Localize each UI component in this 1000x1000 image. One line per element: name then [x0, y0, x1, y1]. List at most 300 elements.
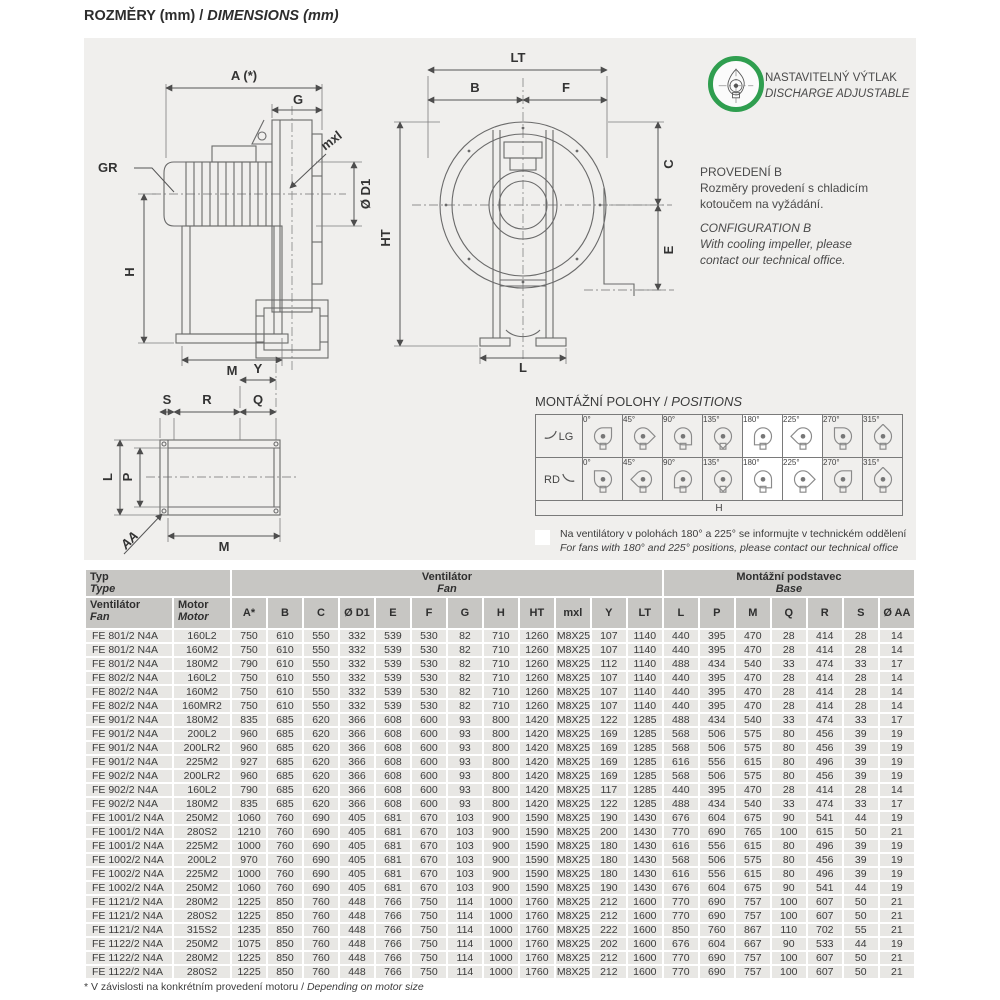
dim-value-cell: M8X25 [556, 812, 590, 824]
dim-value-cell: 867 [736, 924, 770, 936]
motor-cell: 160M2 [174, 644, 230, 656]
dim-value-cell: 366 [340, 742, 374, 754]
dim-value-cell: 1210 [232, 826, 266, 838]
dim-value-cell: 760 [304, 952, 338, 964]
dim-value-cell: 770 [664, 952, 698, 964]
dim-value-cell: 440 [664, 784, 698, 796]
dim-value-cell: 434 [700, 714, 734, 726]
dim-value-cell: 506 [700, 728, 734, 740]
group-type-cz: Typ [90, 571, 109, 583]
dim-value-cell: 750 [412, 952, 446, 964]
dim-value-cell: 750 [412, 938, 446, 950]
dim-value-cell: 33 [772, 714, 806, 726]
dim-value-cell: 568 [664, 770, 698, 782]
dim-value-cell: 607 [808, 966, 842, 978]
dim-value-cell: 568 [664, 742, 698, 754]
fan-type-cell: FE 801/2 N4A [86, 658, 172, 670]
dim-value-cell: 103 [448, 826, 482, 838]
dim-value-cell: 1260 [520, 686, 554, 698]
dim-value-cell: 568 [664, 854, 698, 866]
column-header: A* [232, 598, 266, 628]
dim-value-cell: 685 [268, 784, 302, 796]
dim-value-cell: 80 [772, 756, 806, 768]
table-row [86, 910, 914, 922]
dim-value-cell: 103 [448, 882, 482, 894]
dim-value-cell: 28 [844, 644, 878, 656]
fan-front-view-drawing [376, 38, 686, 373]
table-row [86, 966, 914, 978]
dim-value-cell: 1140 [628, 672, 662, 684]
dim-value-cell: 434 [700, 658, 734, 670]
fan-position-icon [869, 424, 897, 451]
table-row [86, 826, 914, 838]
dim-value-cell: 21 [880, 896, 914, 908]
dim-value-cell: 608 [376, 770, 410, 782]
dim-value-cell: 395 [700, 644, 734, 656]
base-view-geometry [160, 440, 280, 515]
motor-cell: 160MR2 [174, 700, 230, 712]
dim-value-cell: 14 [880, 700, 914, 712]
position-angle-label: 45° [623, 458, 636, 467]
dim-value-cell: 82 [448, 686, 482, 698]
dim-value-cell: 103 [448, 812, 482, 824]
dim-label-mxl: mxl [317, 127, 345, 154]
fan-type-cell: FE 1122/2 N4A [86, 952, 172, 964]
dim-value-cell: 448 [340, 910, 374, 922]
dim-value-cell: 1000 [484, 896, 518, 908]
dim-value-cell: 169 [592, 742, 626, 754]
dim-value-cell: 750 [412, 966, 446, 978]
column-header: Ø AA [880, 598, 914, 628]
dim-value-cell: M8X25 [556, 882, 590, 894]
motor-cell: 200L2 [174, 728, 230, 740]
dim-value-cell: 28 [772, 644, 806, 656]
column-header: S [844, 598, 878, 628]
dim-value-cell: 448 [340, 924, 374, 936]
dim-value-cell: 456 [808, 728, 842, 740]
dim-value-cell: 760 [268, 854, 302, 866]
dim-value-cell: 1600 [628, 924, 662, 936]
dim-label-r: R [202, 392, 212, 407]
dim-value-cell: 180 [592, 854, 626, 866]
configuration-body-en-1: With cooling impeller, please [700, 237, 852, 251]
table-row [86, 714, 914, 726]
dim-value-cell: 19 [880, 854, 914, 866]
dim-value-cell: 114 [448, 938, 482, 950]
dim-value-cell: 800 [484, 742, 518, 754]
dim-value-cell: 14 [880, 784, 914, 796]
column-header: H [484, 598, 518, 628]
dim-value-cell: 44 [844, 812, 878, 824]
dim-value-cell: 1760 [520, 910, 554, 922]
dim-value-cell: 103 [448, 868, 482, 880]
motor-cell: 180M2 [174, 798, 230, 810]
table-row [86, 672, 914, 684]
dim-value-cell: 169 [592, 728, 626, 740]
dim-value-cell: M8X25 [556, 840, 590, 852]
dim-value-cell: 760 [304, 924, 338, 936]
dim-value-cell: 366 [340, 770, 374, 782]
fan-type-cell: FE 902/2 N4A [86, 784, 172, 796]
dim-value-cell: 1760 [520, 952, 554, 964]
dim-label-s: S [162, 392, 172, 407]
dim-value-cell: 685 [268, 798, 302, 810]
fan-position-icon [789, 467, 817, 494]
dim-value-cell: 117 [592, 784, 626, 796]
dim-value-cell: 800 [484, 714, 518, 726]
fan-type-cell: FE 802/2 N4A [86, 672, 172, 684]
dim-value-cell: 19 [880, 840, 914, 852]
positions-row [536, 458, 903, 501]
dim-value-cell: 39 [844, 742, 878, 754]
dim-value-cell: 608 [376, 756, 410, 768]
dim-value-cell: 440 [664, 686, 698, 698]
dim-value-cell: 474 [808, 714, 842, 726]
dim-value-cell: 757 [736, 952, 770, 964]
positions-note [535, 528, 906, 555]
column-header: HT [520, 598, 554, 628]
dim-value-cell: 366 [340, 728, 374, 740]
table-row [86, 784, 914, 796]
dim-value-cell: 1285 [628, 756, 662, 768]
dim-value-cell: 366 [340, 714, 374, 726]
fan-type-cell: FE 1002/2 N4A [86, 868, 172, 880]
dim-value-cell: M8X25 [556, 966, 590, 978]
dim-value-cell: 800 [484, 756, 518, 768]
table-row [86, 756, 914, 768]
configuration-title-en: CONFIGURATION B [700, 221, 812, 235]
dim-value-cell: 620 [304, 728, 338, 740]
dim-value-cell: M8X25 [556, 714, 590, 726]
dim-value-cell: 710 [484, 672, 518, 684]
dim-value-cell: 676 [664, 882, 698, 894]
dim-value-cell: 1260 [520, 644, 554, 656]
table-row [86, 770, 914, 782]
dim-label-base-l: L [100, 473, 115, 481]
dim-value-cell: 1430 [628, 868, 662, 880]
dim-value-cell: 1285 [628, 784, 662, 796]
positions-row-label-rd: RD [536, 458, 583, 501]
configuration-text-cz [700, 164, 910, 212]
dim-value-cell: 28 [844, 630, 878, 642]
fan-type-cell: FE 1121/2 N4A [86, 924, 172, 936]
positions-footer-row [536, 501, 903, 516]
fan-type-cell: FE 1001/2 N4A [86, 840, 172, 852]
positions-heading-en: POSITIONS [671, 394, 743, 409]
dim-value-cell: 760 [268, 882, 302, 894]
dim-value-cell: 474 [808, 658, 842, 670]
fan-position-icon [829, 467, 857, 494]
table-row [86, 840, 914, 852]
column-header: F [412, 598, 446, 628]
configuration-title-cz: PROVEDENÍ B [700, 165, 783, 179]
dim-value-cell: 39 [844, 868, 878, 880]
dim-value-cell: 750 [232, 686, 266, 698]
dim-value-cell: 710 [484, 658, 518, 670]
base-view-dimensions [100, 361, 280, 554]
dim-value-cell: 760 [304, 938, 338, 950]
dim-value-cell: 690 [304, 882, 338, 894]
dim-value-cell: 766 [376, 938, 410, 950]
dim-value-cell: 440 [664, 630, 698, 642]
dim-value-cell: 50 [844, 966, 878, 978]
table-row [86, 882, 914, 894]
dim-value-cell: 405 [340, 840, 374, 852]
table-row [86, 630, 914, 642]
dim-value-cell: 539 [376, 630, 410, 642]
column-header-row [86, 598, 914, 628]
dim-value-cell: 222 [592, 924, 626, 936]
dim-value-cell: 122 [592, 714, 626, 726]
dim-label-p: P [120, 472, 135, 482]
dim-value-cell: 850 [268, 952, 302, 964]
dim-value-cell: 1420 [520, 798, 554, 810]
dim-value-cell: 541 [808, 882, 842, 894]
adjustable-discharge-badge [708, 56, 764, 112]
dim-label-a: A (*) [230, 68, 258, 83]
dimension-table-body [86, 630, 914, 978]
fan-type-cell: FE 902/2 N4A [86, 770, 172, 782]
dim-value-cell: 900 [484, 868, 518, 880]
dim-value-cell: 750 [412, 924, 446, 936]
dim-value-cell: 575 [736, 728, 770, 740]
dim-value-cell: M8X25 [556, 952, 590, 964]
dim-value-cell: 28 [772, 686, 806, 698]
dim-label-aa: AA [117, 528, 142, 553]
dim-value-cell: 702 [808, 924, 842, 936]
dim-value-cell: M8X25 [556, 630, 590, 642]
dim-value-cell: 770 [664, 910, 698, 922]
dim-value-cell: 82 [448, 644, 482, 656]
dim-value-cell: 900 [484, 840, 518, 852]
motor-cell: 225M2 [174, 840, 230, 852]
fan-type-cell: FE 801/2 N4A [86, 644, 172, 656]
dim-value-cell: 616 [664, 756, 698, 768]
dim-value-cell: 850 [268, 966, 302, 978]
table-row [86, 742, 914, 754]
fan-position-icon [709, 424, 737, 451]
dim-value-cell: 114 [448, 952, 482, 964]
fan-position-icon [629, 467, 657, 494]
dim-value-cell: 604 [700, 882, 734, 894]
dim-value-cell: 685 [268, 770, 302, 782]
motor-cell: 160L2 [174, 784, 230, 796]
position-angle-label: 270° [823, 458, 840, 467]
dim-value-cell: 90 [772, 882, 806, 894]
dim-value-cell: M8X25 [556, 700, 590, 712]
dim-value-cell: 114 [448, 924, 482, 936]
dim-value-cell: 1060 [232, 812, 266, 824]
dim-value-cell: 470 [736, 784, 770, 796]
position-angle-label: 225° [783, 415, 800, 424]
dim-value-cell: 1285 [628, 714, 662, 726]
page-title-cz: ROZMĚRY (mm) / [84, 8, 204, 24]
column-header-motor [174, 598, 230, 628]
dim-value-cell: 610 [268, 700, 302, 712]
dim-value-cell: 670 [412, 812, 446, 824]
dim-value-cell: 405 [340, 882, 374, 894]
dim-value-cell: 14 [880, 686, 914, 698]
dim-value-cell: 760 [268, 868, 302, 880]
dim-value-cell: 50 [844, 896, 878, 908]
dim-value-cell: 685 [268, 728, 302, 740]
motor-cell: 250M2 [174, 812, 230, 824]
dim-value-cell: 685 [268, 742, 302, 754]
dim-value-cell: 93 [448, 742, 482, 754]
fan-type-cell: FE 901/2 N4A [86, 742, 172, 754]
col2-en: Motor [178, 611, 209, 623]
dim-value-cell: 690 [700, 910, 734, 922]
motor-cell: 315S2 [174, 924, 230, 936]
dim-value-cell: 17 [880, 798, 914, 810]
dim-value-cell: 607 [808, 896, 842, 908]
table-row [86, 700, 914, 712]
dim-label-f: F [562, 80, 570, 95]
dim-value-cell: 1000 [484, 910, 518, 922]
table-row [86, 658, 914, 670]
dim-value-cell: 607 [808, 952, 842, 964]
dim-label-q: Q [252, 392, 264, 407]
dim-value-cell: 19 [880, 882, 914, 894]
page-title [84, 8, 339, 24]
dim-value-cell: M8X25 [556, 896, 590, 908]
motor-cell: 160L2 [174, 630, 230, 642]
dim-value-cell: 21 [880, 910, 914, 922]
dim-value-cell: 496 [808, 756, 842, 768]
dim-value-cell: 100 [772, 826, 806, 838]
dim-value-cell: 1000 [484, 938, 518, 950]
dim-value-cell: 766 [376, 966, 410, 978]
dim-value-cell: 676 [664, 938, 698, 950]
dim-value-cell: 44 [844, 882, 878, 894]
dim-value-cell: M8X25 [556, 826, 590, 838]
dim-value-cell: 107 [592, 630, 626, 642]
dim-value-cell: 530 [412, 658, 446, 670]
dim-value-cell: 670 [412, 868, 446, 880]
dim-value-cell: 760 [304, 966, 338, 978]
side-view-dimensions [98, 68, 373, 378]
dim-value-cell: 1140 [628, 700, 662, 712]
dim-value-cell: 690 [304, 840, 338, 852]
dim-value-cell: 970 [232, 854, 266, 866]
dim-value-cell: 80 [772, 770, 806, 782]
dim-value-cell: M8X25 [556, 686, 590, 698]
dim-value-cell: 405 [340, 826, 374, 838]
fan-emblem-icon [717, 65, 755, 103]
group-header-row [86, 570, 914, 596]
dim-value-cell: 21 [880, 924, 914, 936]
dim-value-cell: 395 [700, 700, 734, 712]
dim-value-cell: 80 [772, 868, 806, 880]
dim-value-cell: 575 [736, 742, 770, 754]
dim-value-cell: 82 [448, 630, 482, 642]
fan-position-icon [589, 424, 617, 451]
dim-label-d1: Ø D1 [358, 178, 373, 210]
dim-value-cell: 55 [844, 924, 878, 936]
dim-value-cell: 100 [772, 952, 806, 964]
dim-label-m: M [226, 363, 238, 378]
fan-type-cell: FE 1002/2 N4A [86, 882, 172, 894]
position-cell-lg-45 [623, 415, 663, 458]
dim-value-cell: 533 [808, 938, 842, 950]
dim-value-cell: 122 [592, 798, 626, 810]
configuration-body-en-2: contact our technical office. [700, 253, 846, 267]
dim-value-cell: 488 [664, 658, 698, 670]
dim-value-cell: 21 [880, 966, 914, 978]
dim-value-cell: 766 [376, 896, 410, 908]
dim-value-cell: 900 [484, 854, 518, 866]
dim-value-cell: 14 [880, 630, 914, 642]
dim-value-cell: 1285 [628, 798, 662, 810]
fan-position-icon [749, 424, 777, 451]
dim-value-cell: 1430 [628, 840, 662, 852]
positions-grid [536, 415, 903, 501]
dim-value-cell: 1430 [628, 882, 662, 894]
footnote-en: Depending on motor size [306, 981, 424, 993]
dim-value-cell: 470 [736, 630, 770, 642]
dim-value-cell: 790 [232, 784, 266, 796]
dim-value-cell: 93 [448, 756, 482, 768]
dimensions-table [84, 568, 916, 980]
dim-value-cell: 80 [772, 854, 806, 866]
footnote-cz: * V závislosti na konkrétním provedení motoru / [84, 981, 305, 993]
motor-cell: 280M2 [174, 952, 230, 964]
dim-value-cell: 21 [880, 826, 914, 838]
dim-value-cell: 448 [340, 896, 374, 908]
dim-value-cell: 1430 [628, 812, 662, 824]
column-header-fan-type [86, 598, 172, 628]
dim-value-cell: 103 [448, 840, 482, 852]
dim-value-cell: 414 [808, 784, 842, 796]
dim-value-cell: 14 [880, 644, 914, 656]
dim-value-cell: 190 [592, 812, 626, 824]
dim-value-cell: 757 [736, 910, 770, 922]
dim-value-cell: 681 [376, 854, 410, 866]
dim-value-cell: 488 [664, 714, 698, 726]
dim-value-cell: 710 [484, 644, 518, 656]
fan-position-icon [629, 424, 657, 451]
dim-value-cell: 1235 [232, 924, 266, 936]
dim-value-cell: 750 [412, 910, 446, 922]
dim-value-cell: 676 [664, 812, 698, 824]
rotation-direction-icon [543, 429, 557, 440]
dim-value-cell: 395 [700, 686, 734, 698]
motor-cell: 250M2 [174, 938, 230, 950]
col1-en: Fan [90, 611, 110, 623]
position-angle-label: 135° [703, 458, 720, 467]
group-fan-cz: Ventilátor [421, 571, 472, 583]
dim-value-cell: 1600 [628, 966, 662, 978]
motor-cell: 280S2 [174, 910, 230, 922]
group-header-base [664, 570, 914, 596]
dim-value-cell: 28 [844, 700, 878, 712]
dim-value-cell: 1590 [520, 854, 554, 866]
dim-value-cell: 414 [808, 644, 842, 656]
column-header: mxl [556, 598, 590, 628]
dim-value-cell: 1260 [520, 658, 554, 670]
position-angle-label: 225° [783, 458, 800, 467]
table-row [86, 812, 914, 824]
dim-value-cell: 448 [340, 938, 374, 950]
dim-value-cell: 608 [376, 798, 410, 810]
dim-value-cell: 568 [664, 728, 698, 740]
dim-value-cell: 750 [232, 672, 266, 684]
dim-value-cell: 600 [412, 742, 446, 754]
fan-type-cell: FE 901/2 N4A [86, 728, 172, 740]
fan-position-icon [669, 424, 697, 451]
position-cell-rd-0 [583, 458, 623, 501]
fan-type-cell: FE 1121/2 N4A [86, 910, 172, 922]
